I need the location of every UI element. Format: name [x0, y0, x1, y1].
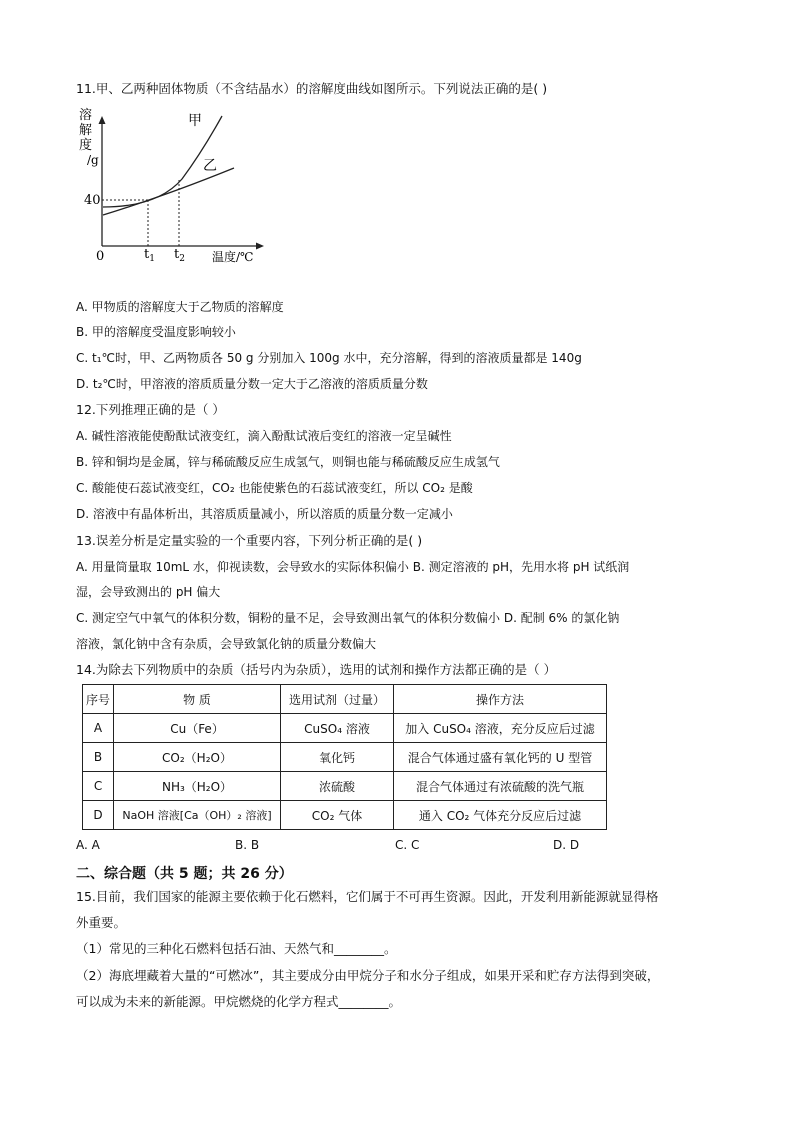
- x-axis-label: 温度/℃: [212, 250, 254, 264]
- table-row: [83, 772, 607, 801]
- q11-option-b: B. 甲的溶解度受温度影响较小: [76, 325, 236, 339]
- solubility-graph-svg: [70, 104, 280, 270]
- q14-answer-d: D. D: [553, 838, 580, 852]
- cell-reagent: CuSO₄ 溶液: [281, 714, 394, 743]
- q11-option-c: C. t₁℃时，甲、乙两物质各 50 g 分别加入 100g 水中，充分溶解，得到的溶液质量都是 140g: [76, 351, 582, 365]
- q15-line-2: 外重要。: [76, 915, 127, 930]
- table-row: [83, 714, 607, 743]
- cell-substance: CO₂（H₂O）: [114, 743, 281, 772]
- cell-method: 混合气体通过有浓硫酸的洗气瓶: [394, 772, 607, 801]
- q12-option-a: A. 碱性溶液能使酚酞试液变红，滴入酚酞试液后变红的溶液一定呈碱性: [76, 429, 452, 443]
- header-method: 操作方法: [394, 685, 607, 714]
- q13-line-1: A. 用量筒量取 10mL 水，仰视读数，会导致水的实际体积偏小 B. 测定溶液的 pH，先用水将 pH 试纸润: [76, 560, 630, 574]
- table-row: [83, 801, 607, 830]
- cell-method: 加入 CuSO₄ 溶液，充分反应后过滤: [394, 714, 607, 743]
- curve-yi-label: 乙: [203, 158, 217, 174]
- q14-answer-b: B. B: [235, 838, 260, 852]
- cell-substance: NaOH 溶液[Ca（OH）₂ 溶液]: [114, 801, 281, 830]
- q11-option-d: D. t₂℃时，甲溶液的溶质质量分数一定大于乙溶液的溶质质量分数: [76, 377, 428, 391]
- header-index: 序号: [83, 685, 114, 714]
- section-title: 二、综合题（共 5 题；共 26 分）: [76, 866, 293, 882]
- cell-method: 通入 CO₂ 气体充分反应后过滤: [394, 801, 607, 830]
- cell-substance: Cu（Fe）: [114, 714, 281, 743]
- table-row: [83, 743, 607, 772]
- cell-index: D: [83, 801, 114, 830]
- cell-reagent: 氧化钙: [281, 743, 394, 772]
- q15-line-1: 15.目前，我们国家的能源主要依赖于化石燃料，它们属于不可再生资源。因此，开发利用新能源就显得格: [76, 889, 659, 904]
- y-label-unit: /g: [87, 153, 99, 167]
- cell-substance: NH₃（H₂O）: [114, 772, 281, 801]
- table-header-row: [83, 685, 607, 714]
- t2-label: $t_2$: [174, 247, 185, 264]
- q14-answer-a: A. A: [76, 838, 100, 852]
- header-reagent: 选用试剂（过量）: [281, 685, 394, 714]
- q14-stem: 14.为除去下列物质中的杂质（括号内为杂质），选用的试剂和操作方法都正确的是（ ）: [76, 662, 557, 677]
- y-label-3: 度: [79, 138, 93, 153]
- origin-label: 0: [96, 249, 105, 264]
- q15-line-5: 可以成为未来的新能源。甲烷燃烧的化学方程式________。: [76, 994, 402, 1009]
- cell-reagent: CO₂ 气体: [281, 801, 394, 830]
- cell-index: B: [83, 743, 114, 772]
- q12-option-d: D. 溶液中有晶体析出，其溶质质量减小，所以溶质的质量分数一定减小: [76, 507, 453, 521]
- q14-answer-c: C. C: [395, 838, 420, 852]
- curve-jia-label: 甲: [188, 113, 202, 129]
- solubility-graph: [70, 104, 280, 270]
- header-substance: 物 质: [114, 685, 281, 714]
- x-axis-arrow: [256, 243, 264, 250]
- cell-method: 混合气体通过盛有氧化钙的 U 型管: [394, 743, 607, 772]
- y-tick-40: 40: [84, 193, 101, 208]
- q12-option-c: C. 酸能使石蕊试液变红，CO₂ 也能使紫色的石蕊试液变红，所以 CO₂ 是酸: [76, 481, 473, 495]
- q12-option-b: B. 锌和铜均是金属，锌与稀硫酸反应生成氢气，则铜也能与稀硫酸反应生成氢气: [76, 455, 500, 469]
- q13-line-4: 溶液，氯化钠中含有杂质，会导致氯化钠的质量分数偏大: [76, 637, 377, 651]
- q15-line-4: （2）海底埋藏着大量的“可燃冰”，其主要成分由甲烷分子和水分子组成，如果开采和贮存方法得到突破，: [76, 968, 660, 983]
- y-label-2: 解: [79, 123, 93, 138]
- q13-stem: 13.误差分析是定量实验的一个重要内容，下列分析正确的是( ): [76, 533, 423, 548]
- cell-index: A: [83, 714, 114, 743]
- q14-table: [82, 684, 607, 830]
- cell-reagent: 浓硫酸: [281, 772, 394, 801]
- y-label-1: 溶: [79, 108, 93, 123]
- q13-line-2: 湿，会导致测出的 pH 偏大: [76, 585, 221, 599]
- cell-index: C: [83, 772, 114, 801]
- q11-stem: 11.甲、乙两种固体物质（不含结晶水）的溶解度曲线如图所示。下列说法正确的是( ): [76, 81, 548, 96]
- y-axis-arrow: [99, 116, 106, 124]
- q13-line-3: C. 测定空气中氧气的体积分数，铜粉的量不足，会导致测出氧气的体积分数偏小 D. 配制 6% 的氯化钠: [76, 611, 620, 625]
- q12-stem: 12.下列推理正确的是（ ）: [76, 402, 225, 417]
- q15-line-3: （1）常见的三种化石燃料包括石油、天然气和________。: [76, 941, 397, 956]
- t1-label: $t_1$: [144, 247, 155, 264]
- q11-option-a: A. 甲物质的溶解度大于乙物质的溶解度: [76, 300, 284, 314]
